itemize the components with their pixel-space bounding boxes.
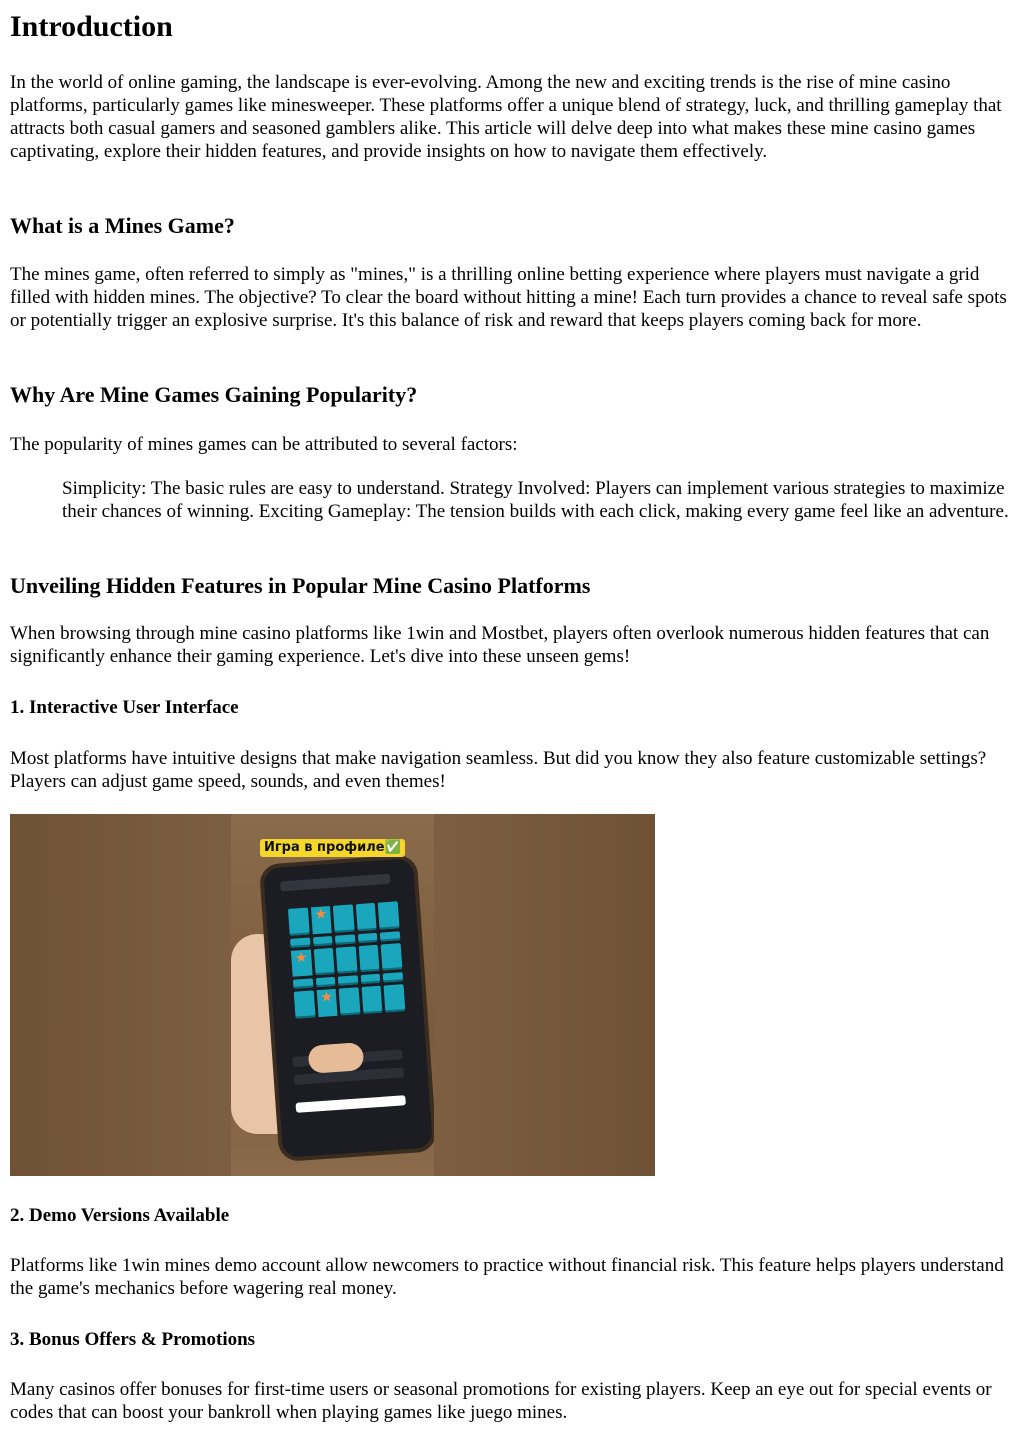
- photo-blur-right: [434, 814, 655, 1176]
- mines-grid: ★ ★ ★: [288, 901, 405, 1018]
- subheading-interactive-ui: 1. Interactive User Interface: [10, 697, 239, 718]
- bonus-paragraph: Many casinos offer bonuses for first-time users or seasonal promotions for existing players. Keep an eye out for special events or codes that can boost your bankroll when playing games like juego mines.: [10, 1379, 992, 1423]
- phone-game-photo: [10, 814, 655, 1176]
- photo-blur-left: [10, 814, 231, 1176]
- demo-paragraph: Platforms like 1win mines demo account allow newcomers to practice without financial risk. This feature helps players understand the game's mechanics before wagering real money.: [10, 1255, 1004, 1299]
- finger-shape: [308, 1042, 365, 1074]
- why-list-blockquote: Simplicity: The basic rules are easy to understand. Strategy Involved: Players can implement various strategies to maximize their chances of winning. Exciting Gameplay: The tension builds with each click, making every game feel like an adventure.: [62, 478, 1009, 522]
- mines-paragraph: The mines game, often referred to simply as "mines," is a thrilling online betting experience where players must navigate a grid filled with hidden mines. The objective? To clear the board without hitting a mine! Each turn provides a chance to reveal safe spots or potentially trigger an explosive surprise. It's this balance of risk and reward that keeps players coming back for more.: [10, 264, 1007, 331]
- unveil-paragraph: When browsing through mine casino platforms like 1win and Mostbet, players often overlook numerous hidden features that can significantly enhance their gaming experience. Let's dive into these unseen gems!: [10, 623, 990, 667]
- subheading-bonus: 3. Bonus Offers & Promotions: [10, 1329, 256, 1350]
- section-heading-unveil: Unveiling Hidden Features in Popular Mine Casino Platforms: [10, 573, 591, 598]
- ui-paragraph: Most platforms have intuitive designs that make navigation seamless. But did you know they also feature customizable settings? Players can adjust game speed, sounds, and even themes!: [10, 748, 987, 792]
- section-heading-why: Why Are Mine Games Gaining Popularity?: [10, 382, 418, 407]
- phone-shape: [259, 854, 437, 1162]
- photo-center: [231, 814, 434, 1176]
- phone-url-bar: [295, 1095, 405, 1113]
- phone-status-bar: [280, 874, 390, 892]
- intro-paragraph: In the world of online gaming, the landscape is ever-evolving. Among the new and exciting trends is the rise of mine casino platforms, particularly games like minesweeper. These platforms offer a unique blend of strategy, luck, and thrilling gameplay that attracts both casual gamers and seasoned gamblers alike. This article will delve deep into what makes these mine casino games captivating, explore their hidden features, and provide insights on how to navigate them effectively.: [10, 72, 1002, 162]
- section-heading-mines: What is a Mines Game?: [10, 213, 235, 238]
- photo-caption: Игра в профиле✅: [260, 839, 405, 857]
- page-title: Introduction: [10, 10, 173, 43]
- why-paragraph: The popularity of mines games can be attributed to several factors:: [10, 434, 518, 455]
- subheading-demo: 2. Demo Versions Available: [10, 1205, 230, 1226]
